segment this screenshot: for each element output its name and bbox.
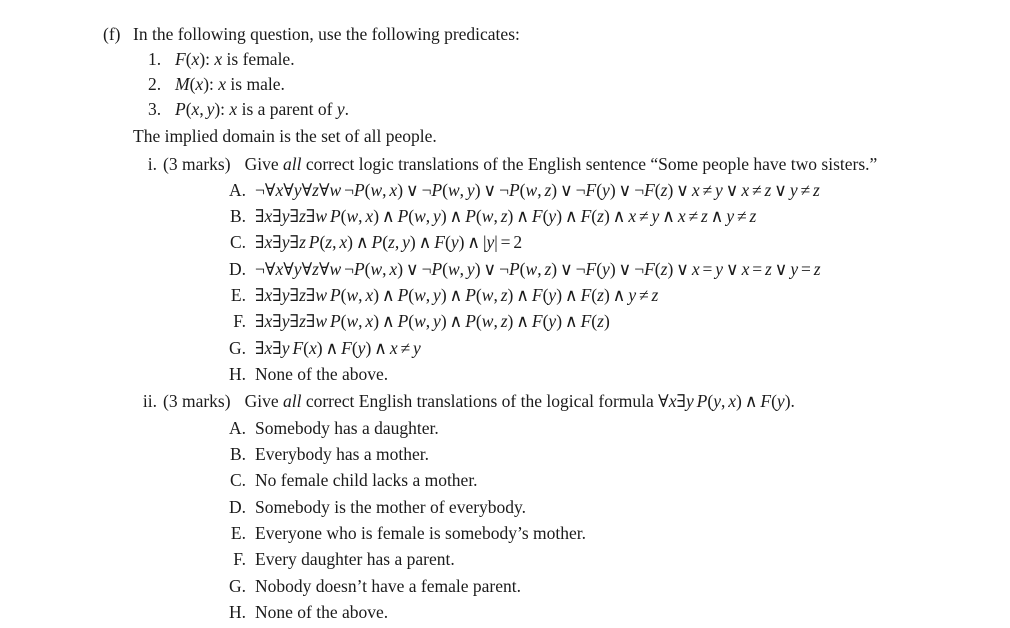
- option-row-ii-a: [224, 415, 1010, 441]
- option-row-ii-h: [224, 599, 1010, 625]
- option-label: D.: [228, 496, 246, 517]
- options-list-i: [103, 177, 1010, 388]
- predicate-item-3: [148, 97, 1010, 122]
- option-text: None of the above.: [255, 364, 389, 385]
- option-text: No female child lacks a mother.: [255, 470, 478, 491]
- option-row-ii-c: [224, 467, 1010, 493]
- option-row-ii-g: [224, 573, 1010, 599]
- option-text: ¬∀x∀y∀z∀w ¬P(w, x) ∨ ¬P(w, y) ∨ ¬P(w, z) ∨ ¬F(y) ∨ ¬F(z) ∨ x ≠ y ∨ x ≠ z ∨ y ≠ z: [255, 179, 820, 200]
- option-row-i-b: [224, 203, 1010, 229]
- options-list-ii: [103, 415, 1010, 626]
- option-text: Everybody has a mother.: [255, 444, 429, 465]
- option-row-i-f: [224, 308, 1010, 334]
- option-text: ∃x∃y∃z∃w P(w, x) ∧ P(w, y) ∧ P(w, z) ∧ F(y) ∧ F(z) ∧ y ≠ z: [255, 285, 659, 306]
- question-label: (f): [103, 24, 121, 44]
- subquestion-ii: [103, 388, 1010, 625]
- predicate-text: P(x, y): x is a parent of y.: [175, 98, 349, 119]
- option-row-i-a: [224, 177, 1010, 203]
- option-row-i-e: [224, 282, 1010, 308]
- option-text: ∃x∃y∃z∃w P(w, x) ∧ P(w, y) ∧ P(w, z) ∧ F(y) ∧ F(z) ∧ x ≠ y ∧ x ≠ z ∧ y ≠ z: [255, 206, 757, 227]
- predicate-list: [103, 47, 1010, 121]
- option-row-i-d: [224, 256, 1010, 282]
- option-row-i-h: [224, 361, 1010, 387]
- option-text: ∃x∃y∃z P(z, x) ∧ P(z, y) ∧ F(y) ∧ |y| = 2: [255, 232, 523, 253]
- option-label: C.: [229, 232, 246, 253]
- option-row-i-g: [224, 335, 1010, 361]
- option-label: H.: [228, 364, 246, 385]
- predicate-text: M(x): x is male.: [175, 73, 285, 94]
- option-row-i-c: [224, 229, 1010, 255]
- option-label: D.: [228, 258, 246, 279]
- subquestion-i-header: [103, 151, 1010, 177]
- question-f-header: [103, 21, 1010, 47]
- subquestion-label: ii.: [142, 391, 157, 412]
- option-text: Somebody is the mother of everybody.: [255, 496, 527, 517]
- subquestion-i: [103, 151, 1010, 388]
- predicate-number: 3.: [148, 98, 162, 119]
- subquestion-prompt: Give all correct English translations of the logical formula ∀x∃y P(y, x) ∧ F(y).: [244, 391, 795, 412]
- option-label: C.: [229, 470, 246, 491]
- predicate-number: 2.: [148, 73, 162, 94]
- option-text: Nobody doesn’t have a female parent.: [255, 575, 521, 596]
- option-text: ¬∀x∀y∀z∀w ¬P(w, x) ∨ ¬P(w, y) ∨ ¬P(w, z) ∨ ¬F(y) ∨ ¬F(z) ∨ x = y ∨ x = z ∨ y = z: [255, 258, 821, 279]
- predicate-text: F(x): x is female.: [175, 49, 295, 70]
- option-label: G.: [228, 575, 246, 596]
- option-label: H.: [228, 602, 246, 623]
- subquestion-label: i.: [147, 153, 157, 174]
- question-intro: In the following question, use the following predicates:: [133, 24, 520, 44]
- option-label: A.: [228, 179, 246, 200]
- option-label: E.: [230, 285, 246, 306]
- option-row-ii-f: [224, 546, 1010, 572]
- option-text: ∃x∃y F(x) ∧ F(y) ∧ x ≠ y: [255, 337, 421, 358]
- option-label: E.: [230, 523, 246, 544]
- predicate-item-2: [148, 72, 1010, 97]
- option-text: ∃x∃y∃z∃w P(w, x) ∧ P(w, y) ∧ P(w, z) ∧ F(y) ∧ F(z): [255, 311, 610, 332]
- predicate-number: 1.: [148, 49, 162, 70]
- domain-note: The implied domain is the set of all people.: [133, 126, 437, 147]
- option-label: F.: [233, 549, 246, 570]
- option-row-ii-b: [224, 441, 1010, 467]
- option-label: G.: [228, 337, 246, 358]
- option-text: Every daughter has a parent.: [255, 549, 455, 570]
- marks-label: (3 marks): [163, 391, 231, 412]
- option-label: B.: [229, 206, 246, 227]
- subquestion-prompt: Give all correct logic translations of the English sentence “Some people have two sisters.”: [244, 153, 878, 174]
- option-text: Everyone who is female is somebody’s mother.: [255, 523, 586, 544]
- option-row-ii-d: [224, 494, 1010, 520]
- option-text: Somebody has a daughter.: [255, 417, 439, 438]
- option-text: None of the above.: [255, 602, 389, 623]
- option-label: F.: [233, 311, 246, 332]
- option-label: B.: [229, 444, 246, 465]
- option-row-ii-e: [224, 520, 1010, 546]
- predicate-item-1: [148, 47, 1010, 72]
- marks-label: (3 marks): [163, 153, 231, 174]
- option-label: A.: [228, 417, 246, 438]
- subquestion-ii-header: [103, 388, 1010, 414]
